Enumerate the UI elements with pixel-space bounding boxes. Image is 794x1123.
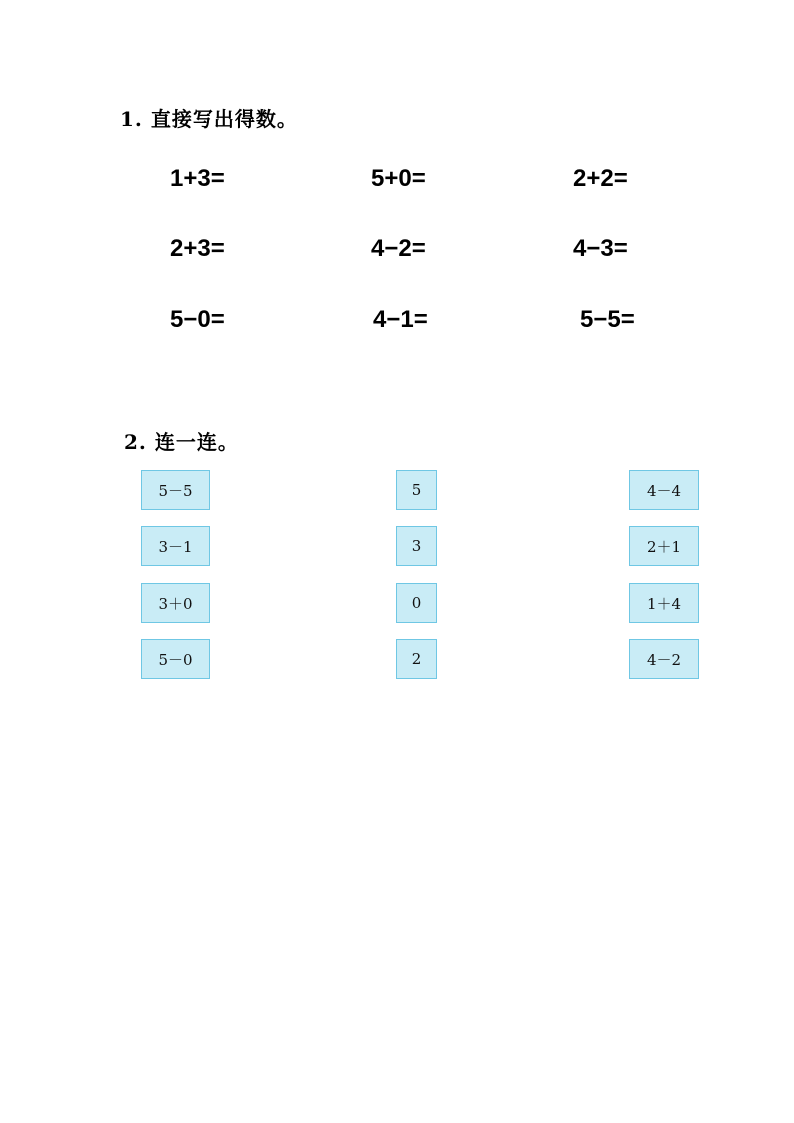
right-card-4[interactable]: 4－2	[629, 639, 699, 679]
problem-7: 5−0=	[170, 306, 225, 333]
question-2-title: 2. 连一连。	[124, 430, 239, 454]
problem-8: 4−1=	[373, 306, 428, 333]
left-card-2[interactable]: 3－1	[141, 526, 210, 566]
middle-card-4[interactable]: 2	[396, 639, 437, 679]
right-card-3[interactable]: 1＋4	[629, 583, 699, 623]
middle-card-1[interactable]: 5	[396, 470, 437, 510]
problem-4: 2+3=	[170, 235, 225, 262]
middle-card-3[interactable]: 0	[396, 583, 437, 623]
right-card-1[interactable]: 4－4	[629, 470, 699, 510]
left-card-3[interactable]: 3＋0	[141, 583, 210, 623]
left-card-4[interactable]: 5－0	[141, 639, 210, 679]
problem-1: 1+3=	[170, 165, 225, 192]
problem-9: 5−5=	[580, 306, 635, 333]
problem-2: 5+0=	[371, 165, 426, 192]
right-card-2[interactable]: 2＋1	[629, 526, 699, 566]
problem-3: 2+2=	[573, 165, 628, 192]
left-card-1[interactable]: 5－5	[141, 470, 210, 510]
middle-card-2[interactable]: 3	[396, 526, 437, 566]
problem-5: 4−2=	[371, 235, 426, 262]
question-1-title: 1. 直接写出得数。	[120, 107, 298, 131]
problem-6: 4−3=	[573, 235, 628, 262]
